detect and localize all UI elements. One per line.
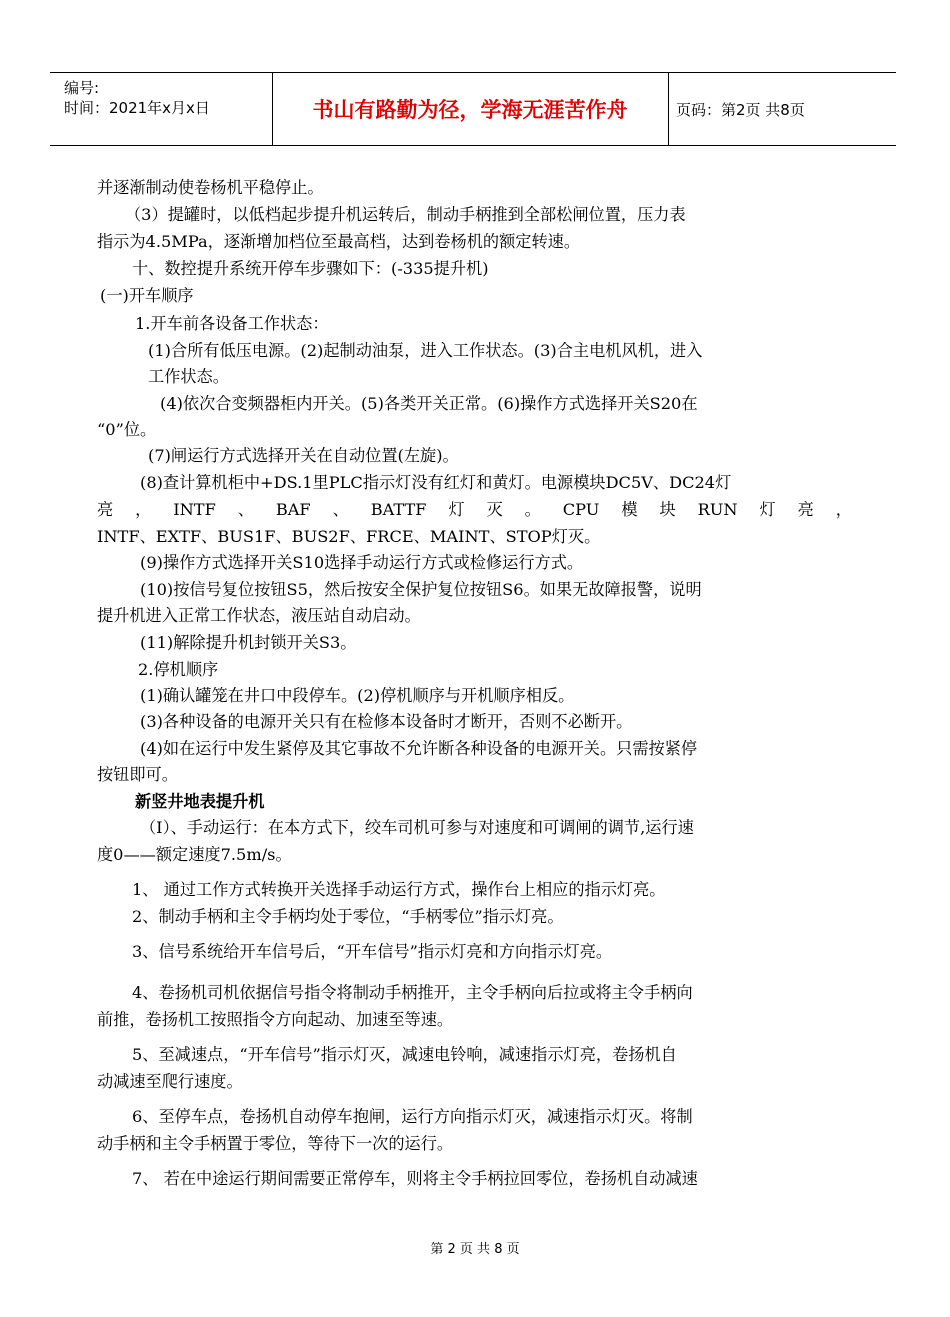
body-line: (1)确认罐笼在井口中段停车。(2)停机顺序与开机顺序相反。 — [140, 686, 575, 705]
body-line: 指示为4.5MPa，逐渐增加档位至最高档，达到卷杨机的额定转速。 — [97, 232, 581, 251]
header-meta — [64, 78, 210, 118]
word: BAF — [275, 500, 311, 519]
body-line: 3、信号系统给开车信号后，“开车信号”指示灯亮和方向指示灯亮。 — [132, 942, 613, 961]
body-line: “0”位。 — [97, 420, 157, 439]
word: INTF — [173, 500, 216, 519]
body-line: 并逐渐制动使卷杨机平稳停止。 — [97, 178, 324, 197]
word: BATTF — [370, 500, 427, 519]
body-line: (9)操作方式选择开关S10选择手动运行方式或检修运行方式。 — [140, 553, 584, 572]
word: 、 — [237, 500, 254, 519]
body-line: 1、 通过工作方式转换开关选择手动运行方式，操作台上相应的指示灯亮。 — [132, 880, 666, 899]
word: 灯 — [448, 500, 465, 519]
list-heading: 1.开车前各设备工作状态： — [135, 314, 329, 333]
header-page-number: 页码：第2页 共8页 — [676, 100, 805, 119]
header-divider-2 — [668, 72, 669, 146]
word: ， — [835, 500, 852, 519]
list-heading: 2.停机顺序 — [138, 660, 219, 679]
body-line: 动手柄和主令手柄置于零位，等待下一次的运行。 — [97, 1134, 454, 1153]
word: 灯 — [759, 500, 776, 519]
body-line: （3）提罐时，以低档起步提升机运转后，制动手柄推到全部松闸位置，压力表 — [125, 205, 686, 224]
body-line: (3)各种设备的电源开关只有在检修本设备时才断开，否则不必断开。 — [140, 712, 633, 731]
page-header — [50, 72, 896, 146]
page-footer: 第 2 页 共 8 页 — [430, 1242, 520, 1257]
word: 亮 — [97, 500, 114, 519]
doc-time: 时间：2021年x月x日 — [64, 99, 210, 117]
body-line: 提升机进入正常工作状态，液压站自动启动。 — [97, 606, 421, 625]
subsection-heading: (一)开车顺序 — [100, 286, 194, 305]
word: 、 — [332, 500, 349, 519]
body-line: (7)闸运行方式选择开关在自动位置(左旋)。 — [148, 446, 459, 465]
body-line: 按钮即可。 — [97, 765, 178, 784]
body-line: (1)合所有低压电源。(2)起制动油泵，进入工作状态。(3)合主电机风机，进入 — [148, 341, 703, 360]
body-line: (8)查计算机柜中+DS.1里PLC指示灯没有红灯和黄灯。电源模块DC5V、DC24灯 — [140, 473, 732, 492]
section-heading: 十、数控提升系统开停车步骤如下：(-335提升机) — [132, 259, 489, 278]
word: RUN — [697, 500, 738, 519]
body-line: 度0——额定速度7.5m/s。 — [97, 845, 292, 864]
body-line: （I）、手动运行：在本方式下，绞车司机可参与对速度和可调闸的调节,运行速 — [140, 818, 694, 837]
body-line: (4)依次合变频器柜内开关。(5)各类开关正常。(6)操作方式选择开关S20在 — [160, 394, 698, 413]
word: CPU — [562, 500, 600, 519]
word: 。 — [524, 500, 541, 519]
body-line: 2、制动手柄和主令手柄均处于零位，“手柄零位”指示灯亮。 — [132, 907, 564, 926]
body-line: 前推，卷扬机工按照指令方向起动、加速至等速。 — [97, 1010, 454, 1029]
section-heading: 新竖井地表提升机 — [135, 792, 265, 811]
body-line: INTF、EXTF、BUS1F、BUS2F、FRCE、MAINT、STOP灯灭。 — [97, 527, 601, 546]
body-line: 工作状态。 — [148, 367, 229, 386]
word: 模 — [621, 500, 638, 519]
word: ， — [135, 500, 152, 519]
body-line: 5、至减速点，“开车信号”指示灯灭，减速电铃响，减速指示灯亮，卷扬机自 — [132, 1045, 677, 1064]
word: 亮 — [797, 500, 814, 519]
body-line: (4)如在运行中发生紧停及其它事故不允许断各种设备的电源开关。只需按紧停 — [140, 739, 698, 758]
doc-number: 编号: — [64, 79, 100, 97]
word: 块 — [659, 500, 676, 519]
justified-line — [97, 500, 852, 520]
body-line: 4、卷扬机司机依据信号指令将制动手柄推开，主令手柄向后拉或将主令手柄向 — [132, 983, 693, 1002]
body-line: 动减速至爬行速度。 — [97, 1072, 243, 1091]
word: 灭 — [486, 500, 503, 519]
body-line: (11)解除提升机封锁开关S3。 — [140, 633, 357, 652]
body-line: (10)按信号复位按钮S5，然后按安全保护复位按钮S6。如果无故障报警，说明 — [140, 580, 702, 599]
body-line: 7、 若在中途运行期间需要正常停车，则将主令手柄拉回零位，卷扬机自动减速 — [132, 1169, 698, 1188]
body-line: 6、至停车点，卷扬机自动停车抱闸，运行方向指示灯灭，减速指示灯灭。将制 — [132, 1107, 693, 1126]
header-motto: 书山有路勤为径，学海无涯苦作舟 — [312, 98, 628, 122]
